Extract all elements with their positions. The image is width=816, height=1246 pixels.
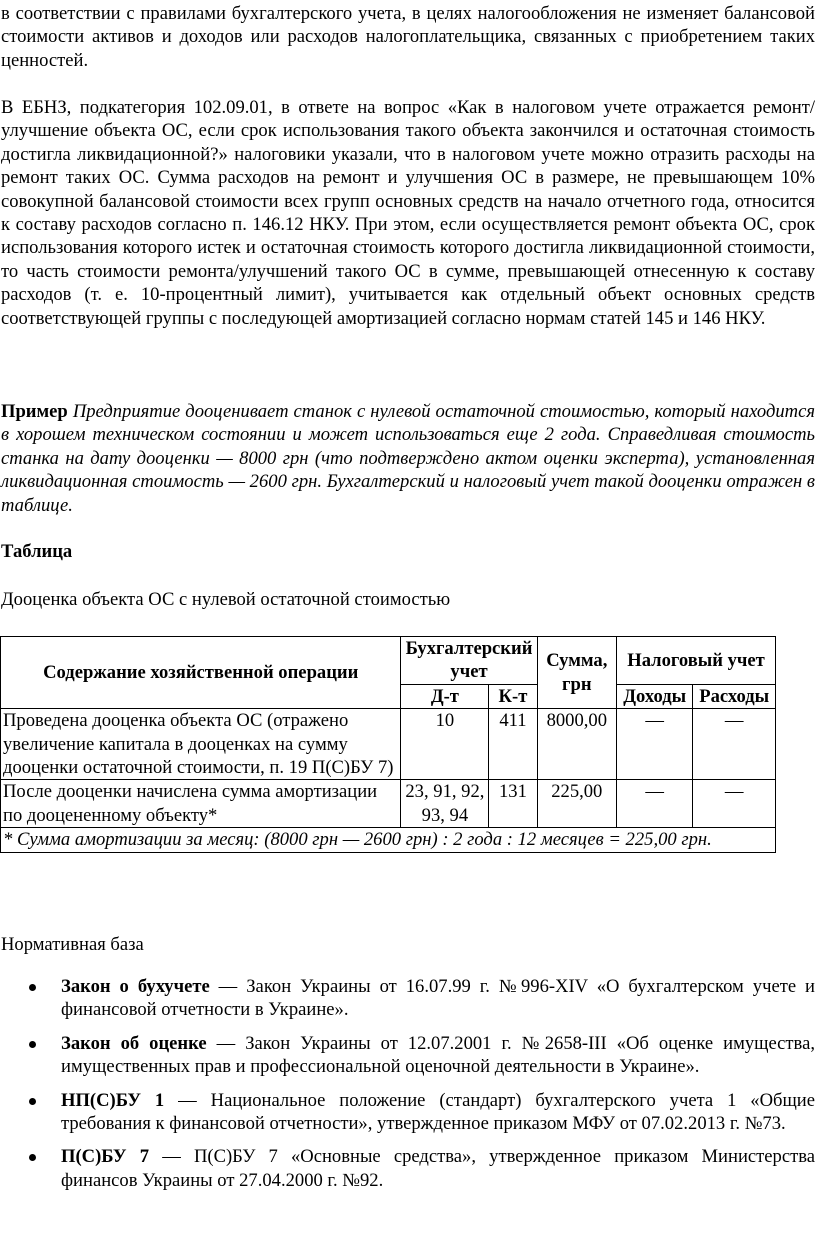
norm-text: — Национальное положение (стандарт) бухгалтерского учета 1 «Общие требования к финансовой отчетности», утвержденное приказом МФУ от 07.02.2013 г. №73. bbox=[61, 1089, 816, 1135]
list-item bbox=[0, 1089, 815, 1136]
cell-debit: 23, 91, 92, 93, 94 bbox=[401, 780, 489, 828]
norm-text: — Закон Украины от 12.07.2001 г. №2658-III «Об оценке имущества, имущественных прав и профессиональной оценочной деятельности в Украине». bbox=[61, 1032, 815, 1078]
table-heading: Таблица bbox=[1, 541, 73, 562]
bullet-icon bbox=[29, 1098, 36, 1105]
cell-amount: 225,00 bbox=[537, 780, 616, 828]
bullet-icon bbox=[29, 1041, 36, 1048]
list-item bbox=[0, 1032, 815, 1079]
norm-text: — Закон Украины от 16.07.99 г. №996-XIV «О бухгалтерском учете и финансовой отчетности в Украине». bbox=[61, 976, 815, 1021]
cell-income: — bbox=[617, 709, 693, 780]
paragraph-intro: в соответствии с правилами бухгалтерского учета, в целях налогообложения не изменяет балансовой стоимости активов и доходов или расходов налогоплательщика, связанных с приобретением таких ценностей. bbox=[1, 3, 815, 71]
cell-expenses: — bbox=[693, 780, 776, 828]
table-row bbox=[1, 709, 776, 780]
norm-title: НП(С)БУ 1 bbox=[61, 1089, 165, 1111]
revaluation-table bbox=[0, 636, 776, 853]
cell-credit: 131 bbox=[489, 780, 537, 828]
paragraph-example bbox=[1, 400, 815, 517]
header-accounting: Бухгалтерский учет bbox=[401, 637, 537, 685]
norm-title: П(С)БУ 7 bbox=[61, 1146, 150, 1168]
cell-expenses: — bbox=[693, 709, 776, 780]
header-debit: Д-т bbox=[401, 684, 489, 708]
list-item bbox=[0, 975, 815, 1022]
norm-title: Закон об оценке bbox=[61, 1032, 207, 1054]
cell-amount: 8000,00 bbox=[537, 709, 616, 780]
norm-heading: Нормативная база bbox=[1, 934, 144, 955]
cell-operation: Проведена дооценка объекта ОС (отражено увеличение капитала в дооценках на сумму дооценки остаточной стоимости, п. 19 П(С)БУ 7) bbox=[1, 709, 401, 780]
list-item bbox=[0, 1145, 815, 1192]
header-expenses: Расходы bbox=[693, 684, 776, 708]
bullet-icon bbox=[29, 984, 36, 991]
cell-operation: После дооценки начислена сумма амортизации по дооцененному объекту* bbox=[1, 780, 401, 828]
table-footnote: * Сумма амортизации за месяц: (8000 грн — 2600 грн) : 2 года : 12 месяцев = 225,00 грн. bbox=[1, 828, 776, 852]
bullet-icon bbox=[29, 1154, 36, 1161]
header-amount: Сумма, грн bbox=[537, 637, 616, 709]
table-footnote-row bbox=[1, 828, 776, 852]
cell-credit: 411 bbox=[489, 709, 537, 780]
example-label: Пример bbox=[1, 401, 68, 422]
norm-title: Закон о бухучете bbox=[61, 976, 210, 997]
table-header-row bbox=[1, 637, 776, 685]
example-text: Предприятие дооценивает станок с нулевой остаточной стоимостью, который находится в хорошем техническом состоянии и может использоваться еще 2 года. Справедливая стоимость станка на дату дооценки — 8000 грн (что подтверждено актом оценки эксперта), установленная ликвидационная стоимость — 2600 грн. Бухгалтерский и налоговый учет такой дооценки отражен в таблице. bbox=[1, 401, 815, 516]
cell-income: — bbox=[617, 780, 693, 828]
header-credit: К-т bbox=[489, 684, 537, 708]
cell-debit: 10 bbox=[401, 709, 489, 780]
header-income: Доходы bbox=[617, 684, 693, 708]
table-row bbox=[1, 780, 776, 828]
norm-text: — П(С)БУ 7 «Основные средства», утвержденное приказом Министерства финансов Украины от 27.04.2000 г. №92. bbox=[61, 1146, 815, 1191]
header-tax: Налоговый учет bbox=[617, 637, 776, 685]
norm-list bbox=[0, 975, 815, 1202]
paragraph-ebnz: В ЕБНЗ, подкатегория 102.09.01, в ответе на вопрос «Как в налоговом учете отражается ремонт/улучшение объекта ОС, если срок использования такого объекта закончился и остаточная стоимость достигла ликвидационной?» налоговики указали, что в налоговом учете можно отразить расходы на ремонт таких ОС. Сумма расходов на ремонт и улучшения ОС в размере, не превышающем 10% совокупной балансовой стоимости всех групп основных средств на начало отчетного года, относится к составу расходов согласно п. 146.12 НКУ. При этом, если осуществляется ремонт объекта ОС, срок использования которого истек и остаточная стоимость которого достигла ликвидационной стоимости, то часть стоимости ремонта/улучшений такого ОС в сумме, превышающей отнесенную к составу расходов (т. е. 10-процентный лимит), учитывается как отдельный объект основных средств соответствующей группы с последующей амортизацией согласно нормам статей 145 и 146 НКУ. bbox=[1, 97, 815, 329]
header-operation: Содержание хозяйственной операции bbox=[1, 637, 401, 709]
table-caption: Дооценка объекта ОС с нулевой остаточной стоимостью bbox=[1, 589, 451, 610]
